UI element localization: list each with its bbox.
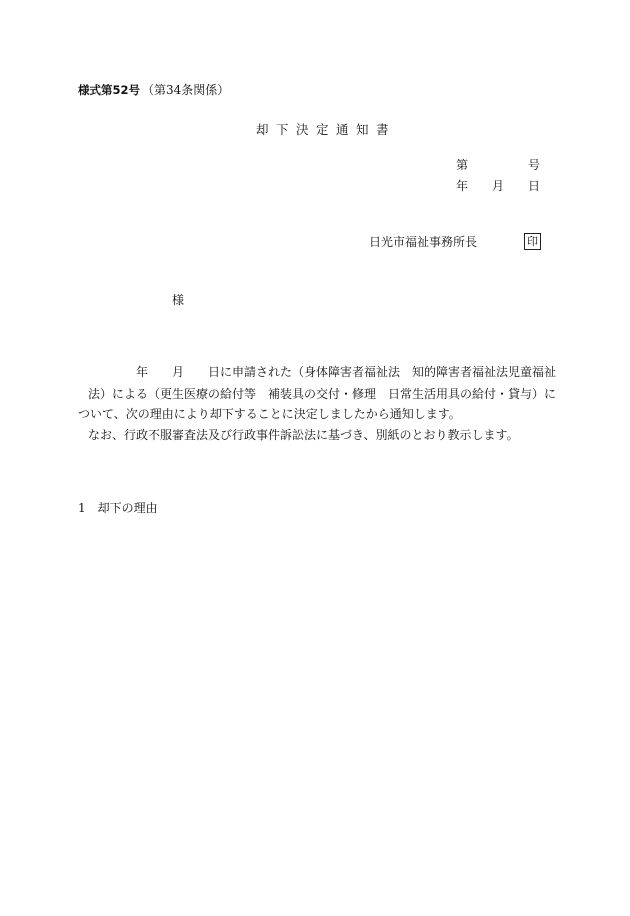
seal-stamp: 印	[524, 233, 541, 250]
document-title: 却下決定通知書	[256, 122, 397, 137]
number-prefix: 第	[456, 158, 469, 172]
date-day: 日	[528, 179, 541, 193]
body-line-1-text: 日に申請された（身体障害者福祉法 知的障害者福祉法児童福祉	[208, 365, 557, 379]
body-line-4: なお、行政不服審査法及び行政事件訴訟法に基づき、別紙のとおり教示します。	[88, 428, 519, 442]
body-line-3: ついて、次の理由により却下することに決定しましたから通知します。	[78, 407, 461, 421]
addressee-honorific: 様	[172, 293, 185, 307]
form-relation: （第34条関係）	[142, 83, 230, 97]
date-year: 年	[456, 179, 469, 193]
date-month: 月	[492, 179, 505, 193]
body-month: 月	[172, 365, 185, 379]
section-1-heading: 1 却下の理由	[78, 501, 158, 515]
number-suffix: 号	[528, 158, 541, 172]
form-number: 様式第52号	[78, 83, 141, 97]
issuer-name: 日光市福祉事務所長	[369, 235, 478, 249]
form-number-header	[78, 84, 229, 97]
body-line-2: 法）による（更生医療の給付等 補装具の交付・修理 日常生活用具の給付・貸与）に	[88, 387, 557, 401]
body-year: 年	[136, 365, 149, 379]
